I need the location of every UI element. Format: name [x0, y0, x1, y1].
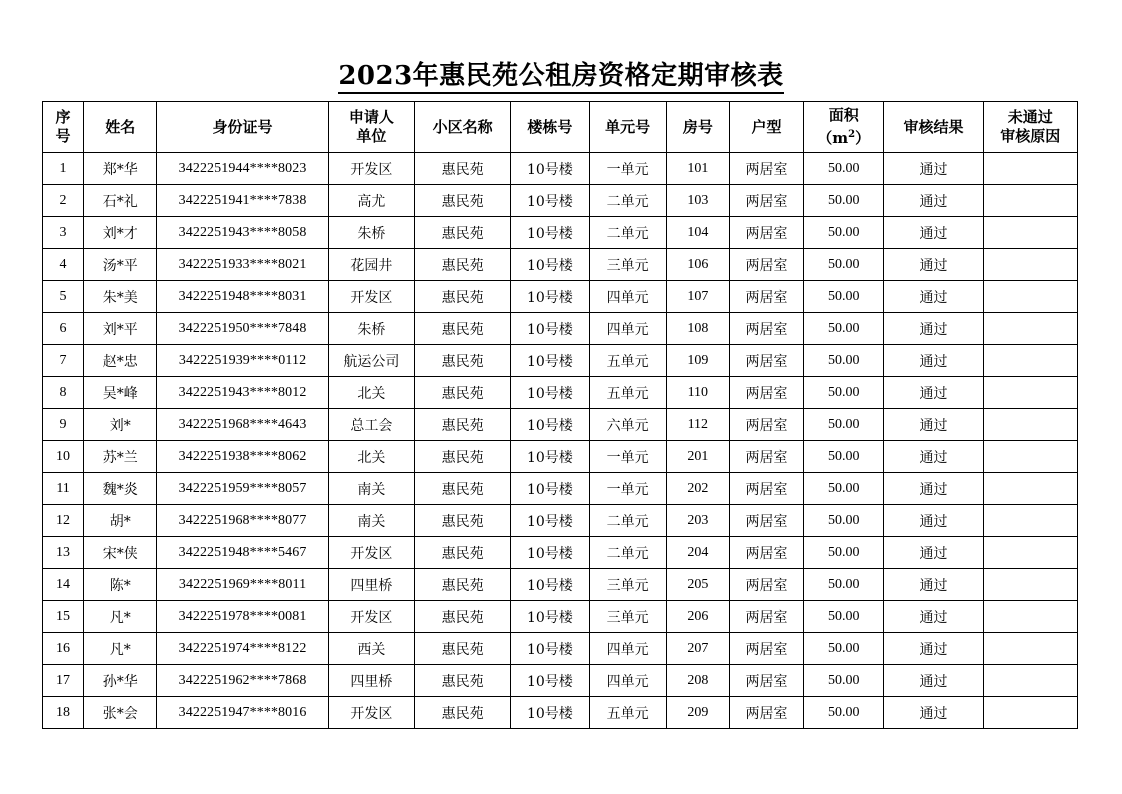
review-table — [42, 101, 1078, 729]
cell-area: 50.00 — [804, 633, 884, 665]
title-text: 2023年惠民苑公租房资格定期审核表 — [338, 61, 783, 94]
table-row — [43, 537, 1078, 569]
cell-area: 50.00 — [804, 505, 884, 537]
cell-seq: 10 — [43, 441, 84, 473]
cell-result: 通过 — [884, 665, 983, 697]
cell-unit-no: 二单元 — [589, 505, 666, 537]
page-title — [0, 58, 1122, 94]
cell-seq: 8 — [43, 377, 84, 409]
cell-unit-no: 四单元 — [589, 313, 666, 345]
cell-unit-no: 三单元 — [589, 569, 666, 601]
cell-name: 胡* — [84, 505, 157, 537]
header-name: 姓名 — [84, 102, 157, 153]
cell-reason — [983, 249, 1077, 281]
cell-seq: 15 — [43, 601, 84, 633]
cell-unit: 南关 — [328, 473, 414, 505]
cell-community: 惠民苑 — [415, 249, 511, 281]
cell-unit-no: 二单元 — [589, 185, 666, 217]
cell-name: 苏*兰 — [84, 441, 157, 473]
cell-community: 惠民苑 — [415, 153, 511, 185]
cell-result: 通过 — [884, 505, 983, 537]
header-id-number: 身份证号 — [157, 102, 328, 153]
cell-seq: 1 — [43, 153, 84, 185]
cell-seq: 13 — [43, 537, 84, 569]
table-header — [43, 102, 1078, 153]
cell-result: 通过 — [884, 249, 983, 281]
cell-result: 通过 — [884, 569, 983, 601]
cell-type: 两居室 — [729, 409, 803, 441]
cell-id-number: 3422251933****8021 — [157, 249, 328, 281]
cell-seq: 16 — [43, 633, 84, 665]
cell-result: 通过 — [884, 409, 983, 441]
cell-unit: 四里桥 — [328, 569, 414, 601]
cell-community: 惠民苑 — [415, 537, 511, 569]
cell-unit: 开发区 — [328, 601, 414, 633]
cell-result: 通过 — [884, 473, 983, 505]
cell-area: 50.00 — [804, 665, 884, 697]
cell-unit-no: 一单元 — [589, 441, 666, 473]
cell-type: 两居室 — [729, 697, 803, 729]
cell-name: 石*礼 — [84, 185, 157, 217]
cell-id-number: 3422251938****8062 — [157, 441, 328, 473]
cell-seq: 7 — [43, 345, 84, 377]
cell-type: 两居室 — [729, 633, 803, 665]
cell-id-number: 3422251962****7868 — [157, 665, 328, 697]
cell-unit: 总工会 — [328, 409, 414, 441]
cell-room: 207 — [666, 633, 729, 665]
cell-seq: 11 — [43, 473, 84, 505]
cell-type: 两居室 — [729, 281, 803, 313]
cell-seq: 5 — [43, 281, 84, 313]
cell-reason — [983, 505, 1077, 537]
table-row — [43, 185, 1078, 217]
cell-room: 209 — [666, 697, 729, 729]
header-unit-no: 单元号 — [589, 102, 666, 153]
cell-name: 孙*华 — [84, 665, 157, 697]
cell-result: 通过 — [884, 345, 983, 377]
cell-unit: 四里桥 — [328, 665, 414, 697]
cell-building: 10号楼 — [511, 473, 589, 505]
cell-name: 朱*美 — [84, 281, 157, 313]
cell-unit: 朱桥 — [328, 313, 414, 345]
cell-building: 10号楼 — [511, 569, 589, 601]
cell-name: 赵*忠 — [84, 345, 157, 377]
cell-community: 惠民苑 — [415, 409, 511, 441]
cell-room: 205 — [666, 569, 729, 601]
cell-reason — [983, 697, 1077, 729]
cell-type: 两居室 — [729, 313, 803, 345]
cell-seq: 17 — [43, 665, 84, 697]
cell-unit-no: 四单元 — [589, 281, 666, 313]
cell-type: 两居室 — [729, 569, 803, 601]
cell-building: 10号楼 — [511, 313, 589, 345]
cell-unit-no: 三单元 — [589, 601, 666, 633]
cell-reason — [983, 345, 1077, 377]
cell-building: 10号楼 — [511, 345, 589, 377]
cell-unit-no: 五单元 — [589, 377, 666, 409]
cell-name: 吴*峰 — [84, 377, 157, 409]
cell-result: 通过 — [884, 281, 983, 313]
cell-id-number: 3422251968****4643 — [157, 409, 328, 441]
cell-building: 10号楼 — [511, 281, 589, 313]
cell-name: 凡* — [84, 601, 157, 633]
cell-name: 陈* — [84, 569, 157, 601]
cell-room: 203 — [666, 505, 729, 537]
cell-unit: 西关 — [328, 633, 414, 665]
cell-community: 惠民苑 — [415, 185, 511, 217]
cell-building: 10号楼 — [511, 505, 589, 537]
cell-building: 10号楼 — [511, 601, 589, 633]
table-row — [43, 665, 1078, 697]
cell-unit-no: 二单元 — [589, 537, 666, 569]
cell-room: 112 — [666, 409, 729, 441]
cell-unit: 开发区 — [328, 281, 414, 313]
table-row — [43, 441, 1078, 473]
table-row — [43, 505, 1078, 537]
cell-reason — [983, 313, 1077, 345]
cell-id-number: 3422251974****8122 — [157, 633, 328, 665]
cell-name: 魏*炎 — [84, 473, 157, 505]
cell-id-number: 3422251941****7838 — [157, 185, 328, 217]
table-row — [43, 345, 1078, 377]
cell-area: 50.00 — [804, 409, 884, 441]
cell-unit-no: 四单元 — [589, 665, 666, 697]
cell-reason — [983, 633, 1077, 665]
cell-type: 两居室 — [729, 601, 803, 633]
table-body — [43, 153, 1078, 729]
cell-id-number: 3422251943****8012 — [157, 377, 328, 409]
cell-area: 50.00 — [804, 249, 884, 281]
cell-seq: 12 — [43, 505, 84, 537]
cell-building: 10号楼 — [511, 249, 589, 281]
cell-unit: 高尤 — [328, 185, 414, 217]
cell-room: 108 — [666, 313, 729, 345]
cell-room: 101 — [666, 153, 729, 185]
header-type: 户型 — [729, 102, 803, 153]
cell-area: 50.00 — [804, 601, 884, 633]
cell-id-number: 3422251944****8023 — [157, 153, 328, 185]
header-unit: 申请人 单位 — [328, 102, 414, 153]
cell-unit-no: 二单元 — [589, 217, 666, 249]
cell-seq: 2 — [43, 185, 84, 217]
cell-building: 10号楼 — [511, 633, 589, 665]
cell-community: 惠民苑 — [415, 697, 511, 729]
cell-id-number: 3422251950****7848 — [157, 313, 328, 345]
cell-room: 206 — [666, 601, 729, 633]
cell-unit-no: 五单元 — [589, 345, 666, 377]
cell-type: 两居室 — [729, 249, 803, 281]
cell-type: 两居室 — [729, 665, 803, 697]
cell-type: 两居室 — [729, 473, 803, 505]
cell-reason — [983, 569, 1077, 601]
cell-unit: 北关 — [328, 377, 414, 409]
cell-reason — [983, 473, 1077, 505]
cell-name: 刘*平 — [84, 313, 157, 345]
cell-community: 惠民苑 — [415, 377, 511, 409]
cell-result: 通过 — [884, 537, 983, 569]
cell-unit: 北关 — [328, 441, 414, 473]
header-area: 面积 $(m^2)$ — [804, 102, 884, 153]
cell-room: 107 — [666, 281, 729, 313]
cell-community: 惠民苑 — [415, 569, 511, 601]
cell-result: 通过 — [884, 697, 983, 729]
table-row — [43, 473, 1078, 505]
cell-area: 50.00 — [804, 537, 884, 569]
cell-room: 106 — [666, 249, 729, 281]
cell-community: 惠民苑 — [415, 345, 511, 377]
cell-result: 通过 — [884, 313, 983, 345]
cell-area: 50.00 — [804, 281, 884, 313]
cell-reason — [983, 185, 1077, 217]
cell-reason — [983, 665, 1077, 697]
cell-area: 50.00 — [804, 313, 884, 345]
cell-result: 通过 — [884, 377, 983, 409]
cell-name: 凡* — [84, 633, 157, 665]
cell-reason — [983, 281, 1077, 313]
cell-name: 郑*华 — [84, 153, 157, 185]
cell-area: 50.00 — [804, 153, 884, 185]
cell-id-number: 3422251948****8031 — [157, 281, 328, 313]
cell-unit-no: 四单元 — [589, 633, 666, 665]
cell-type: 两居室 — [729, 153, 803, 185]
cell-result: 通过 — [884, 441, 983, 473]
cell-seq: 14 — [43, 569, 84, 601]
cell-result: 通过 — [884, 185, 983, 217]
cell-seq: 9 — [43, 409, 84, 441]
cell-name: 张*会 — [84, 697, 157, 729]
cell-community: 惠民苑 — [415, 601, 511, 633]
cell-seq: 6 — [43, 313, 84, 345]
cell-name: 刘*才 — [84, 217, 157, 249]
cell-community: 惠民苑 — [415, 473, 511, 505]
header-room: 房号 — [666, 102, 729, 153]
cell-unit: 航运公司 — [328, 345, 414, 377]
cell-type: 两居室 — [729, 217, 803, 249]
cell-id-number: 3422251959****8057 — [157, 473, 328, 505]
cell-id-number: 3422251948****5467 — [157, 537, 328, 569]
header-building: 楼栋号 — [511, 102, 589, 153]
cell-building: 10号楼 — [511, 697, 589, 729]
cell-seq: 4 — [43, 249, 84, 281]
table-row — [43, 377, 1078, 409]
header-seq: 序 号 — [43, 102, 84, 153]
cell-community: 惠民苑 — [415, 217, 511, 249]
cell-area: 50.00 — [804, 377, 884, 409]
cell-room: 201 — [666, 441, 729, 473]
cell-unit-no: 五单元 — [589, 697, 666, 729]
cell-unit-no: 六单元 — [589, 409, 666, 441]
cell-reason — [983, 441, 1077, 473]
cell-id-number: 3422251969****8011 — [157, 569, 328, 601]
cell-seq: 18 — [43, 697, 84, 729]
cell-unit: 南关 — [328, 505, 414, 537]
cell-unit: 朱桥 — [328, 217, 414, 249]
cell-unit-no: 一单元 — [589, 473, 666, 505]
cell-result: 通过 — [884, 633, 983, 665]
cell-reason — [983, 377, 1077, 409]
cell-building: 10号楼 — [511, 665, 589, 697]
cell-area: 50.00 — [804, 569, 884, 601]
cell-area: 50.00 — [804, 185, 884, 217]
cell-type: 两居室 — [729, 505, 803, 537]
header-community: 小区名称 — [415, 102, 511, 153]
cell-area: 50.00 — [804, 473, 884, 505]
cell-building: 10号楼 — [511, 441, 589, 473]
cell-community: 惠民苑 — [415, 313, 511, 345]
cell-unit-no: 三单元 — [589, 249, 666, 281]
cell-unit: 开发区 — [328, 537, 414, 569]
cell-area: 50.00 — [804, 441, 884, 473]
cell-id-number: 3422251939****0112 — [157, 345, 328, 377]
cell-unit: 开发区 — [328, 697, 414, 729]
cell-reason — [983, 537, 1077, 569]
table-row — [43, 249, 1078, 281]
cell-id-number: 3422251978****0081 — [157, 601, 328, 633]
cell-reason — [983, 153, 1077, 185]
cell-community: 惠民苑 — [415, 281, 511, 313]
cell-building: 10号楼 — [511, 409, 589, 441]
cell-type: 两居室 — [729, 185, 803, 217]
cell-room: 104 — [666, 217, 729, 249]
cell-type: 两居室 — [729, 537, 803, 569]
cell-building: 10号楼 — [511, 537, 589, 569]
cell-building: 10号楼 — [511, 153, 589, 185]
cell-room: 109 — [666, 345, 729, 377]
table-row — [43, 409, 1078, 441]
cell-unit: 花园井 — [328, 249, 414, 281]
cell-area: 50.00 — [804, 697, 884, 729]
cell-area: 50.00 — [804, 345, 884, 377]
table-row — [43, 313, 1078, 345]
table-row — [43, 633, 1078, 665]
cell-community: 惠民苑 — [415, 665, 511, 697]
cell-id-number: 3422251943****8058 — [157, 217, 328, 249]
cell-room: 204 — [666, 537, 729, 569]
cell-reason — [983, 217, 1077, 249]
cell-room: 202 — [666, 473, 729, 505]
cell-unit-no: 一单元 — [589, 153, 666, 185]
cell-type: 两居室 — [729, 441, 803, 473]
cell-type: 两居室 — [729, 345, 803, 377]
table-row — [43, 217, 1078, 249]
cell-id-number: 3422251947****8016 — [157, 697, 328, 729]
table-row — [43, 281, 1078, 313]
cell-community: 惠民苑 — [415, 441, 511, 473]
cell-seq: 3 — [43, 217, 84, 249]
cell-id-number: 3422251968****8077 — [157, 505, 328, 537]
cell-area: 50.00 — [804, 217, 884, 249]
cell-name: 刘* — [84, 409, 157, 441]
cell-room: 208 — [666, 665, 729, 697]
cell-name: 汤*平 — [84, 249, 157, 281]
cell-result: 通过 — [884, 601, 983, 633]
header-reason: 未通过 审核原因 — [983, 102, 1077, 153]
cell-type: 两居室 — [729, 377, 803, 409]
cell-unit: 开发区 — [328, 153, 414, 185]
table-row — [43, 569, 1078, 601]
cell-building: 10号楼 — [511, 217, 589, 249]
cell-reason — [983, 601, 1077, 633]
table-row — [43, 697, 1078, 729]
cell-reason — [983, 409, 1077, 441]
cell-community: 惠民苑 — [415, 505, 511, 537]
cell-result: 通过 — [884, 153, 983, 185]
cell-result: 通过 — [884, 217, 983, 249]
cell-building: 10号楼 — [511, 185, 589, 217]
cell-name: 宋*侠 — [84, 537, 157, 569]
cell-room: 103 — [666, 185, 729, 217]
cell-room: 110 — [666, 377, 729, 409]
cell-community: 惠民苑 — [415, 633, 511, 665]
header-row — [43, 102, 1078, 153]
header-result: 审核结果 — [884, 102, 983, 153]
table-row — [43, 153, 1078, 185]
cell-building: 10号楼 — [511, 377, 589, 409]
table-row — [43, 601, 1078, 633]
